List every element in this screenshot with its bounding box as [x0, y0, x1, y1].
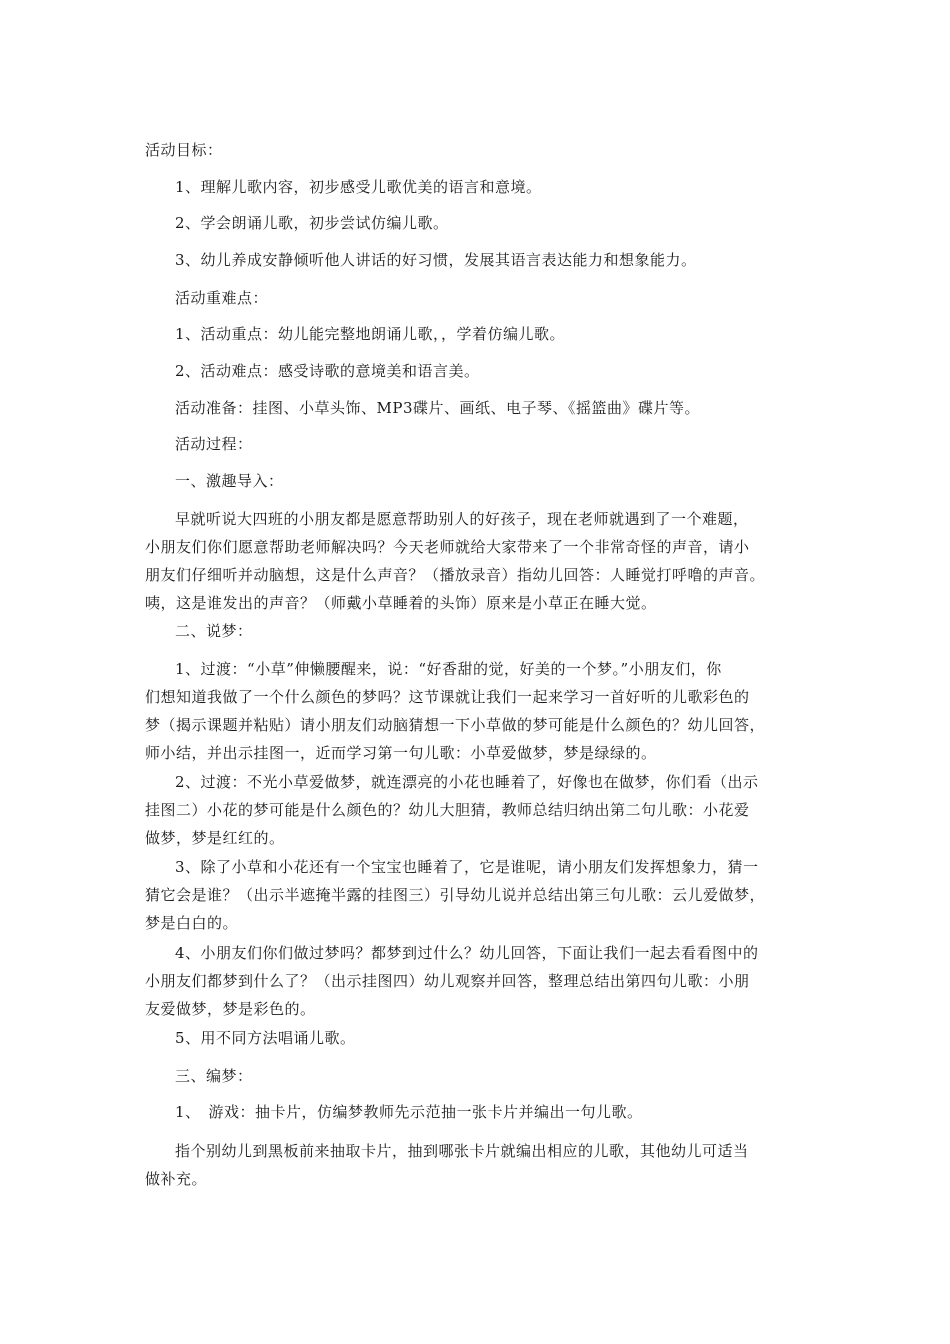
text-line: 小朋友们你们愿意帮助老师解决吗？今天老师就给大家带来了一个非常奇怪的声音，请小 [145, 538, 750, 556]
text-line: 猜它会是谁？（出示半遮掩半露的挂图三）引导幼儿说并总结出第三句儿歌：云儿爱做梦， [145, 886, 766, 904]
section-heading-intro: 一、激趣导入： [175, 472, 284, 490]
paragraph [145, 853, 810, 937]
paragraph: 活动准备：挂图、小草头饰、MP3碟片、画纸、电子琴、《摇篮曲》碟片等。 [175, 399, 700, 417]
section-heading-dream: 二、说梦： [175, 622, 253, 640]
text-line: 友爱做梦，梦是彩色的。 [145, 1000, 316, 1018]
text-line: 4、小朋友们你们做过梦吗？都梦到过什么？幼儿回答，下面让我们一起去看看图中的 [175, 944, 759, 962]
paragraph [145, 1137, 810, 1193]
section-heading-process: 活动过程： [175, 435, 253, 453]
paragraph: 1、 游戏：抽卡片，仿编梦教师先示范抽一张卡片并编出一句儿歌。 [175, 1103, 643, 1121]
paragraph: 1、理解儿歌内容，初步感受儿歌优美的语言和意境。 [175, 178, 542, 196]
text-line: 咦，这是谁发出的声音？（师戴小草睡着的头饰）原来是小草正在睡大觉。 [145, 594, 657, 612]
paragraph: 3、幼儿养成安静倾听他人讲话的好习惯，发展其语言表达能力和想象能力。 [175, 251, 697, 269]
text-line: 1、过渡：“小草”伸懒腰醒来，说：“好香甜的觉，好美的一个梦。”小朋友们，你 [175, 660, 722, 678]
text-line: 们想知道我做了一个什么颜色的梦吗？这节课就让我们一起来学习一首好听的儿歌彩色的 [145, 688, 750, 706]
paragraph: 5、用不同方法唱诵儿歌。 [175, 1029, 356, 1047]
paragraph: 2、活动难点：感受诗歌的意境美和语言美。 [175, 362, 480, 380]
text-line: 做补充。 [145, 1170, 208, 1188]
section-heading-compose: 三、编梦： [175, 1067, 253, 1085]
text-line: 梦是白白的。 [145, 914, 239, 932]
text-line: 挂图二）小花的梦可能是什么颜色的？幼儿大胆猜，教师总结归纳出第二句儿歌：小花爱 [145, 801, 750, 819]
text-line: 早就听说大四班的小朋友都是愿意帮助别人的好孩子，现在老师就遇到了一个难题， [175, 510, 749, 528]
text-line: 师小结，并出示挂图一，近而学习第一句儿歌：小草爱做梦，梦是绿绿的。 [145, 744, 657, 762]
text-line: 2、过渡：不光小草爱做梦，就连漂亮的小花也睡着了，好像也在做梦，你们看（出示 [175, 773, 759, 791]
paragraph [145, 939, 810, 1023]
paragraph [145, 505, 810, 617]
text-line: 小朋友们都梦到什么了？（出示挂图四）幼儿观察并回答，整理总结出第四句儿歌：小朋 [145, 972, 750, 990]
text-line: 3、除了小草和小花还有一个宝宝也睡着了，它是谁呢，请小朋友们发挥想象力，猜一 [175, 858, 759, 876]
paragraph [145, 768, 810, 852]
text-line: 指个别幼儿到黑板前来抽取卡片，抽到哪张卡片就编出相应的儿歌，其他幼儿可适当 [175, 1142, 749, 1160]
text-line: 梦（揭示课题并粘贴）请小朋友们动脑猜想一下小草做的梦可能是什么颜色的？幼儿回答， [145, 716, 766, 734]
paragraph: 1、活动重点：幼儿能完整地朗诵儿歌，，学着仿编儿歌。 [175, 325, 566, 343]
section-heading-key-points: 活动重难点： [175, 289, 269, 307]
paragraph [145, 655, 810, 767]
section-heading-goals: 活动目标： [145, 141, 223, 159]
text-line: 做梦，梦是红红的。 [145, 829, 285, 847]
paragraph: 2、学会朗诵儿歌，初步尝试仿编儿歌。 [175, 214, 449, 232]
text-line: 朋友们仔细听并动脑想，这是什么声音？（播放录音）指幼儿回答：人睡觉打呼噜的声音。 [145, 566, 766, 584]
